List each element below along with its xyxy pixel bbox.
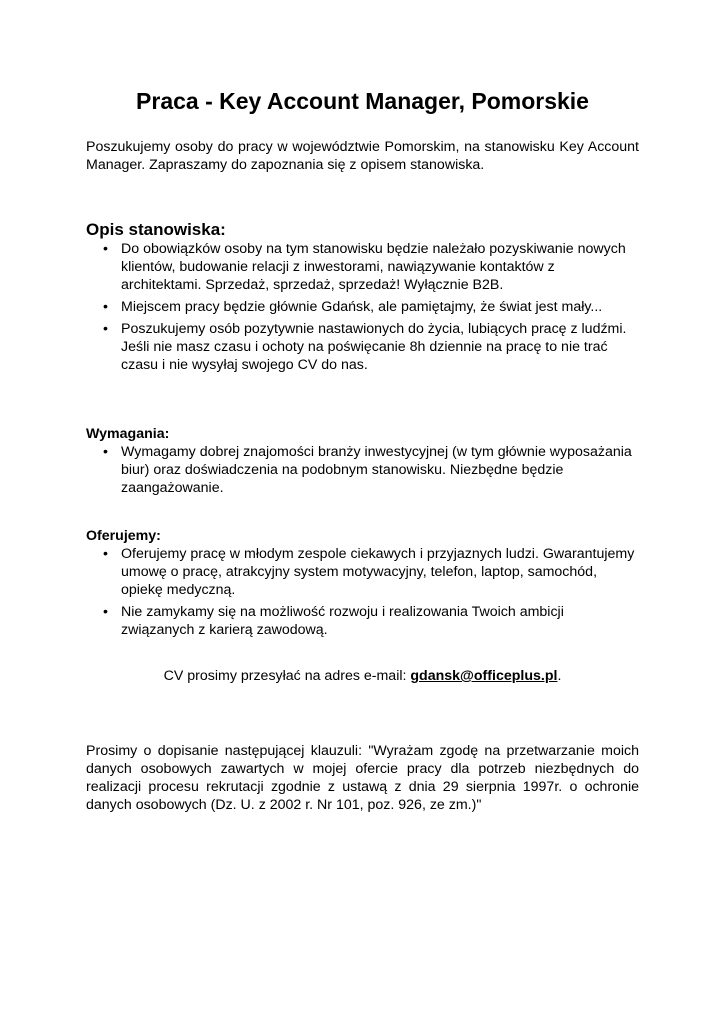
cv-suffix-text: .: [557, 668, 562, 684]
section-heading-job-description: Opis stanowiska:: [86, 220, 226, 239]
list-item-text: Poszukujemy osób pozytywnie nastawionych do życia, lubiących pracę z ludźmi. Jeśli nie masz czasu i ochoty na poświęcanie 8h dziennie na pracę to nie trać czasu i nie wysyłaj swojego CV do nas.: [121, 321, 627, 373]
intro-paragraph: Poszukujemy osoby do pracy w województwie Pomorskim, na stanowisku Key Account Manager. Zapraszamy do zapoznania się z opisem stanowiska.: [86, 139, 639, 173]
list-item: [86, 545, 639, 599]
section-requirements: [86, 425, 639, 501]
bullet-icon: •: [103, 321, 108, 337]
list-item-text: Nie zamykamy się na możliwość rozwoju i realizowania Twoich ambicji związanych z karierą zawodową.: [121, 604, 564, 638]
section-heading-offer: Oferujemy:: [86, 528, 161, 544]
bullet-icon: •: [103, 299, 108, 315]
cv-contact-line: [86, 667, 639, 685]
list-item: [86, 320, 639, 374]
section-offer: [86, 527, 639, 643]
requirements-list: [86, 443, 639, 497]
section-job-description: [86, 220, 639, 378]
job-description-list: [86, 240, 639, 374]
bullet-icon: •: [103, 241, 108, 257]
list-item: [86, 240, 639, 294]
list-item: [86, 298, 639, 316]
section-heading-requirements: Wymagania:: [86, 426, 170, 442]
cv-prefix-text: CV prosimy przesyłać na adres e-mail:: [163, 668, 411, 684]
list-item: [86, 603, 639, 639]
bullet-icon: •: [103, 444, 108, 460]
offer-list: [86, 545, 639, 639]
list-item-text: Do obowiązków osoby na tym stanowisku będzie należało pozyskiwanie nowych klientów, budowanie relacji z inwestorami, nawiązywanie kontaktów z architektami. Sprzedaż, sprzedaż, sprzedaż! Wyłącznie B2B.: [121, 241, 626, 293]
list-item-text: Miejscem pracy będzie głównie Gdańsk, ale pamiętajmy, że świat jest mały...: [121, 299, 603, 315]
bullet-icon: •: [103, 546, 108, 562]
list-item: [86, 443, 639, 497]
cv-email-link[interactable]: gdansk@officeplus.pl: [410, 668, 558, 684]
consent-clause: Prosimy o dopisanie następującej klauzuli: "Wyrażam zgodę na przetwarzanie moich danych osobowych zawartych w mojej ofercie pracy dla potrzeb niezbędnych do realizacji procesu rekrutacji zgodnie z ustawą z dnia 29 sierpnia 1997r. o ochronie danych osobowych (Dz. U. z 2002 r. Nr 101, poz. 926, ze zm.)": [86, 743, 639, 813]
list-item-text: Oferujemy pracę w młodym zespole ciekawych i przyjaznych ludzi. Gwarantujemy umowę o pracę, atrakcyjny system motywacyjny, telefon, laptop, samochód, opiekę medyczną.: [121, 546, 635, 598]
bullet-icon: •: [103, 604, 108, 620]
page-title: Praca - Key Account Manager, Pomorskie: [136, 88, 589, 114]
list-item-text: Wymagamy dobrej znajomości branży inwestycyjnej (w tym głównie wyposażania biur) oraz doświadczenia na podobnym stanowisku. Niezbędne będzie zaangażowanie.: [121, 444, 632, 496]
